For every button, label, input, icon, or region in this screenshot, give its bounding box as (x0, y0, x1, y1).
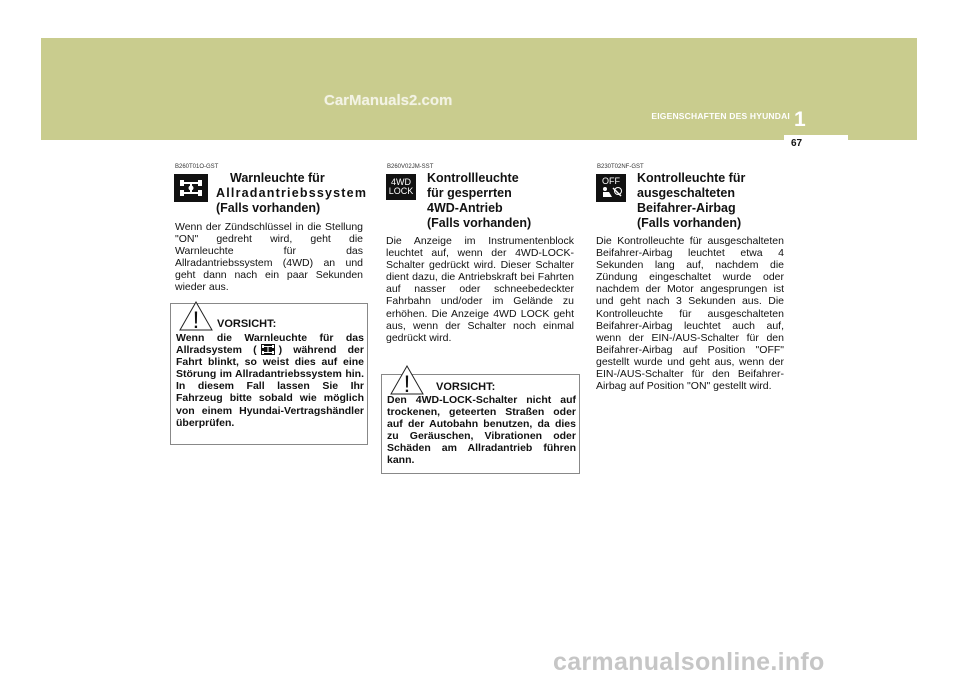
heading-line: 4WD-Antrieb (427, 201, 503, 215)
body-text: Die Kontrolleuchte für ausgeschalteten Beifahrer-Airbag leuchtet etwa 4 Sekunden lang auf, nachdem die Zündung eingeschaltet wurde oder nachdem der Motor angesprungen ist und geht nach 3 Sekunden aus. Die Kontrolleuchte für ausgeschalteten Beifahrer-Airbag leuchtet auch auf, wenn der EIN-/AUS-Schalter für den Beifahrer-Airbag auf Position "OFF" gestellt wurde und geht aus, wenn der EIN-/AUS-Schalter für den Beifahrer-Airbag auf Position "ON" gestellt wird. (596, 235, 784, 393)
section-code: B260V02JM-SST (387, 164, 434, 170)
warning-title: VORSICHT: (217, 318, 277, 330)
body-text: Die Anzeige im Instrumentenblock leuchtet auf, wenn der 4WD-LOCK-Schalter gedrückt wird. Dieser Schalter dient dazu, die Antriebskraft bei Fahrten auf nasser oder schneebedeckter Fahrbahn und/oder im Gelände zu erhöhen. Die Anzeige 4WD LOCK geht aus, wenn der Schalter noch einmal gedrückt wird. (386, 235, 574, 344)
section-code: B260T01O-GST (175, 164, 219, 170)
warning-text-part: ) während der Fahrt blinkt, so weist dies auf eine Störung im Allradantriebssystem hin. In diesem Fall lassen Sie Ihr Fahrzeug bitte sobald wie möglich von einem Hyundai-Vertragshändler überprüfen. (176, 344, 364, 429)
4wd-lock-icon (386, 174, 416, 200)
warning-triangle-icon (390, 365, 424, 395)
airbag-person-icon (599, 186, 623, 198)
4wd-icon (261, 344, 275, 355)
heading-line: Beifahrer-Airbag (637, 201, 736, 215)
heading-line: (Falls vorhanden) (427, 216, 532, 230)
heading-4wd-lock (427, 171, 531, 231)
icon-label: OFF (602, 176, 620, 186)
warning-triangle-icon (179, 301, 213, 331)
heading-line: für gesperrten (427, 186, 512, 200)
heading-line: Warnleuchte für (230, 171, 325, 185)
warning-title: VORSICHT: (436, 381, 496, 393)
top-watermark[interactable]: CarManuals2.com (324, 92, 453, 109)
page-number: 67 (791, 138, 803, 149)
section-code: B230T02NF-GST (597, 164, 644, 170)
chapter-number: 1 (794, 108, 806, 131)
warning-box (381, 371, 580, 474)
heading-line: Kontrolleuchte für (637, 171, 746, 185)
footer-watermark[interactable]: carmanualsonline.info (553, 648, 825, 676)
4wd-icon (174, 174, 208, 202)
heading-line: (Falls vorhanden) (216, 201, 321, 215)
heading-airbag-off (637, 171, 745, 231)
header-band (41, 38, 917, 140)
heading-line: Kontrollleuchte (427, 171, 519, 185)
icon-label: LOCK (388, 186, 414, 196)
heading-line: ausgeschalteten (637, 186, 735, 200)
svg-text:!: ! (192, 307, 200, 331)
warning-text-part: Wenn die Warnleuchte für das Allradsystem ( (176, 332, 364, 357)
heading-line: Allradantriebssystem (216, 186, 368, 200)
heading-4wd-warning (216, 171, 367, 216)
warning-text (176, 332, 364, 429)
icon-label: 4WD (391, 176, 411, 187)
section-title: EIGENSCHAFTEN DES HYUNDAI (651, 111, 790, 121)
warning-box (170, 303, 368, 445)
warning-text: Den 4WD-LOCK-Schalter nicht auf trockenen, geteerten Straßen oder auf der Autobahn benutzen, da dies zu Geräuschen, Vibrationen oder Schäden am Allradantrieb führen kann. (387, 394, 576, 467)
heading-line: (Falls vorhanden) (637, 216, 742, 230)
airbag-off-icon (596, 174, 626, 202)
body-text: Wenn der Zündschlüssel in die Stellung "ON" gedreht wird, geht die Warnleuchte für das Allradantriebssystem (4WD) an und geht dann nach ein paar Sekunden wieder aus. (175, 221, 363, 294)
svg-text:!: ! (403, 371, 411, 395)
